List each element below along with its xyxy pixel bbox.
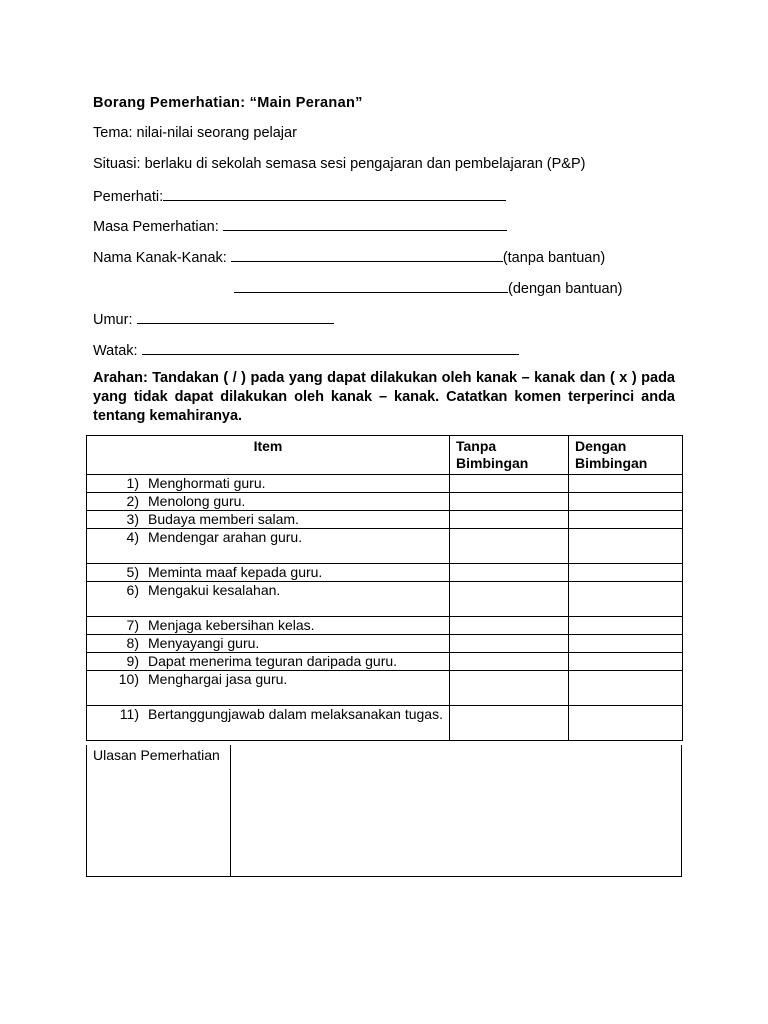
item-number: 3) (126, 511, 139, 527)
item-number: 8) (126, 635, 139, 651)
header-item: Item (87, 436, 450, 475)
umur-field[interactable] (137, 309, 334, 324)
item-text: Menolong guru. (148, 493, 246, 509)
dengan-cell[interactable] (569, 493, 683, 511)
situasi-text: Situasi: berlaku di sekolah semasa sesi pengajaran dan pembelajaran (P&P) (93, 156, 586, 172)
tanpa-cell[interactable] (450, 475, 569, 493)
tanpa-cell[interactable] (450, 564, 569, 582)
tanpa-cell[interactable] (450, 671, 569, 706)
table-row (87, 706, 683, 741)
masa-row (93, 216, 507, 236)
table-row (87, 475, 683, 493)
tanpa-bantuan-label: (tanpa bantuan) (502, 250, 606, 266)
item-text: Mendengar arahan guru. (148, 529, 303, 545)
item-number: 2) (126, 493, 139, 509)
item-number: 4) (126, 529, 139, 545)
tanpa-cell[interactable] (450, 493, 569, 511)
nama-dengan-row (234, 278, 623, 298)
table-row (87, 564, 683, 582)
table-header-row (87, 436, 683, 475)
item-number: 9) (126, 653, 139, 669)
item-cell (87, 475, 450, 493)
watak-label: Watak: (93, 343, 138, 359)
nama-tanpa-field[interactable] (231, 247, 503, 262)
item-cell (87, 529, 450, 564)
item-number: 6) (126, 582, 139, 598)
item-cell (87, 511, 450, 529)
tanpa-cell[interactable] (450, 653, 569, 671)
arahan-text: Arahan: Tandakan ( / ) pada yang dapat dilakukan oleh kanak – kanak dan ( x ) pada yang tidak dapat dilakukan oleh kanak – kanak. Catatkan komen terperinci anda tentang kemahiranya. (93, 370, 675, 424)
masa-label: Masa Pemerhatian: (93, 219, 219, 235)
form-title: Borang Pemerhatian: “Main Peranan” (93, 95, 363, 111)
masa-field[interactable] (223, 216, 507, 231)
item-text: Dapat menerima teguran daripada guru. (148, 653, 398, 669)
item-number: 11) (119, 706, 139, 722)
header-tanpa: Tanpa Bimbingan (450, 436, 569, 475)
dengan-cell[interactable] (569, 511, 683, 529)
tanpa-cell[interactable] (450, 617, 569, 635)
table-row (87, 635, 683, 653)
item-text: Menjaga kebersihan kelas. (148, 617, 315, 633)
dengan-cell[interactable] (569, 582, 683, 617)
table-row (87, 493, 683, 511)
pemerhati-row (93, 186, 506, 206)
item-cell (87, 653, 450, 671)
dengan-cell[interactable] (569, 653, 683, 671)
item-cell (87, 617, 450, 635)
table-row (87, 617, 683, 635)
nama-label: Nama Kanak-Kanak: (93, 250, 227, 266)
item-text: Bertanggungjawab dalam melaksanakan tugas. (148, 706, 443, 722)
dengan-cell[interactable] (569, 529, 683, 564)
item-cell (87, 671, 450, 706)
dengan-cell[interactable] (569, 635, 683, 653)
table-row (87, 582, 683, 617)
item-text: Budaya memberi salam. (148, 511, 299, 527)
table-row (87, 653, 683, 671)
item-text: Menghargai jasa guru. (148, 671, 288, 687)
item-number: 1) (126, 475, 139, 491)
dengan-cell[interactable] (569, 706, 683, 741)
ulasan-row (86, 745, 682, 877)
pemerhati-label: Pemerhati: (93, 189, 164, 205)
observation-table (86, 435, 683, 741)
tema-text: Tema: nilai-nilai seorang pelajar (93, 125, 297, 141)
nama-dengan-field[interactable] (234, 278, 508, 293)
tanpa-cell[interactable] (450, 706, 569, 741)
item-cell (87, 493, 450, 511)
item-number: 5) (126, 564, 139, 580)
item-cell (87, 564, 450, 582)
dengan-cell[interactable] (569, 475, 683, 493)
watak-row (93, 340, 519, 360)
item-text: Meminta maaf kepada guru. (148, 564, 323, 580)
tanpa-cell[interactable] (450, 529, 569, 564)
tanpa-cell[interactable] (450, 511, 569, 529)
umur-label: Umur: (93, 312, 133, 328)
dengan-cell[interactable] (569, 671, 683, 706)
header-dengan: Dengan Bimbingan (569, 436, 683, 475)
ulasan-label: Ulasan Pemerhatian (87, 745, 231, 876)
tanpa-cell[interactable] (450, 635, 569, 653)
tanpa-cell[interactable] (450, 582, 569, 617)
pemerhati-field[interactable] (163, 186, 506, 201)
item-cell (87, 635, 450, 653)
item-number: 10) (118, 671, 139, 687)
table-row (87, 671, 683, 706)
dengan-cell[interactable] (569, 617, 683, 635)
item-text: Mengakui kesalahan. (148, 582, 281, 598)
umur-row (93, 309, 334, 329)
item-number: 7) (126, 617, 139, 633)
watak-field[interactable] (142, 340, 519, 355)
table-row (87, 511, 683, 529)
table-row (87, 529, 683, 564)
nama-row (93, 247, 605, 267)
dengan-bantuan-label: (dengan bantuan) (508, 281, 623, 297)
item-text: Menghormati guru. (148, 475, 266, 491)
item-cell (87, 582, 450, 617)
item-text: Menyayangi guru. (148, 635, 260, 651)
item-cell (87, 706, 450, 741)
ulasan-field[interactable] (231, 745, 681, 876)
dengan-cell[interactable] (569, 564, 683, 582)
